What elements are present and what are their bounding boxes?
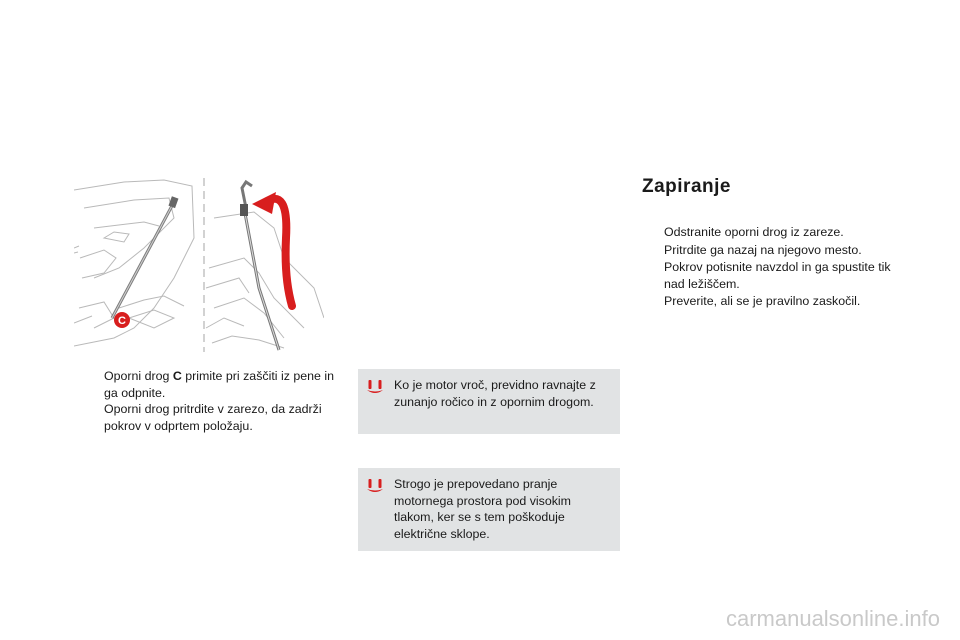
- step-text: Preverite, ali se je pravilno zaskočil.: [664, 294, 861, 308]
- step-text: primite pri zaščiti iz pene in ga odpnite.: [104, 369, 335, 400]
- site-watermark: carmanualsonline.info: [725, 606, 940, 631]
- step-text: Pokrov potisnite navzdol in ga spustite tik nad ležiščem.: [664, 260, 891, 291]
- opening-step-2: [80, 401, 350, 434]
- warning-text: Ko je motor vroč, previdno ravnajte z zunanjo ročico in z opornim drogom.: [394, 378, 596, 409]
- step-text: Odstranite oporni drog iz zareze.: [664, 225, 844, 239]
- step-text: Pritrdite ga nazaj na njegovo mesto.: [664, 242, 862, 257]
- exclamation-warning-icon: [366, 379, 384, 395]
- step-text: Oporni drog pritrdite v zarezo, da zadrži pokrov v odprtem položaju.: [104, 402, 322, 433]
- closing-section-heading: Zapiranje: [642, 176, 731, 197]
- pressure-wash-warning-box: [358, 468, 620, 551]
- hot-engine-warning-box: [358, 369, 620, 434]
- closing-steps-list: [640, 224, 910, 311]
- hood-prop-drawing: [74, 178, 324, 352]
- callout-reference: C: [172, 369, 182, 383]
- callout-c-label: C: [118, 315, 126, 327]
- warning-text: Strogo je prepovedano pranje motornega prostora pod visokim tlakom, ker se s tem poškoduje električne sklope.: [394, 477, 571, 541]
- closing-step-1: [640, 224, 910, 241]
- closing-step-3: [640, 259, 910, 292]
- opening-step-1: [80, 368, 350, 401]
- opening-steps-list: [80, 368, 350, 434]
- closing-step-4: [640, 293, 910, 310]
- exclamation-warning-icon: [366, 478, 384, 494]
- closing-step-2: [640, 242, 910, 259]
- step-text: Oporni drog: [104, 369, 173, 383]
- hood-prop-illustration: [74, 178, 324, 352]
